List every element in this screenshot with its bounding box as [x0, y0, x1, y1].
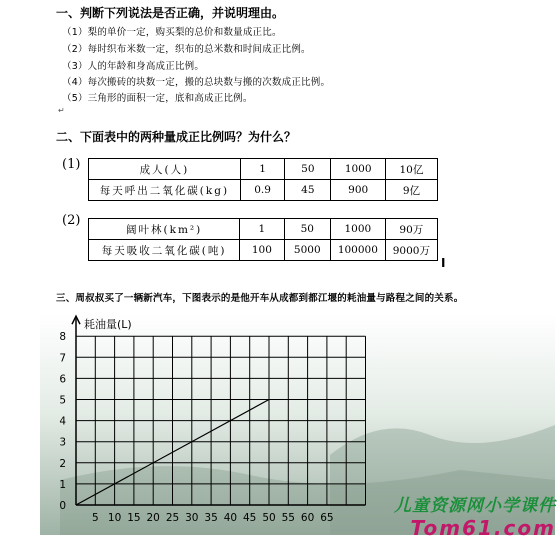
y-tick-label: 4 — [59, 415, 66, 428]
table2-label: (2) — [62, 213, 81, 228]
y-axis-label: 耗油量(L) — [84, 318, 132, 332]
y-tick-label: 3 — [59, 436, 66, 449]
section2-title: 二、下面表中的两种量成正比例吗？为什么？ — [56, 130, 297, 144]
x-tick-label: 65 — [320, 512, 334, 524]
x-tick-label: 25 — [165, 512, 180, 524]
watermark-line1: 儿童资源网小学课件 — [394, 496, 556, 516]
x-tick-label: 50 — [262, 512, 276, 524]
y-tick-label: 0 — [59, 500, 66, 512]
table-cell: 100 — [240, 240, 284, 261]
y-tick-label: 6 — [59, 373, 66, 386]
table-cell: 10亿 — [385, 159, 437, 180]
x-tick-label: 55 — [281, 512, 295, 524]
y-tick-label: 7 — [59, 352, 66, 365]
table-cell: 1000 — [331, 219, 386, 240]
table-cell: 50 — [285, 159, 331, 180]
x-tick-label: 60 — [300, 512, 315, 524]
y-tick-label: 1 — [59, 478, 66, 491]
x-tick-label: 15 — [127, 512, 141, 524]
y-tick-label: 2 — [59, 457, 66, 470]
section3-title: 三、周叔叔买了一辆新汽车，下图表示的是他开车从成都到都江堰的耗油量与路程之间的关系。 — [56, 293, 464, 304]
question-item-1: （1）梨的单价一定，购买梨的总价和数量成正比。 — [62, 27, 282, 38]
x-tick-label: 5 — [91, 512, 99, 524]
table-cell: 每天呼出二氧化碳(kg) — [89, 180, 241, 201]
table-cell: 0.9 — [240, 180, 284, 201]
table-cell: 100000 — [331, 240, 386, 261]
x-tick-label: 20 — [146, 512, 160, 524]
table-cell: 每天吸收二氧化碳(吨) — [89, 240, 240, 261]
question-item-5: （5）三角形的面积一定，底和高成正比例。 — [62, 93, 253, 104]
table2 — [88, 218, 438, 261]
table-cell: 9亿 — [385, 180, 437, 201]
table-row — [89, 159, 438, 180]
y-tick-label: 5 — [59, 394, 66, 407]
question-item-3: （3）人的年龄和身高成正比例。 — [62, 61, 205, 72]
x-tick-label: 35 — [204, 512, 218, 524]
table-cell: 1000 — [331, 159, 385, 180]
table1 — [88, 158, 438, 201]
table-cell: 50 — [284, 219, 330, 240]
table-cell: 90万 — [385, 219, 437, 240]
x-tick-label: 45 — [243, 512, 257, 524]
table-cell: 成人(人) — [89, 159, 241, 180]
table-cell: 900 — [331, 180, 385, 201]
cursor-mark: I — [441, 256, 446, 270]
table-cell: 阔叶林(km²) — [89, 219, 240, 240]
x-tick-label: 30 — [185, 512, 199, 524]
y-tick-label: 8 — [59, 331, 66, 344]
table-cell: 1 — [240, 159, 284, 180]
table-row — [89, 240, 438, 261]
watermark-logo — [394, 491, 556, 540]
table1-label: (1) — [62, 157, 81, 172]
table-row — [89, 180, 438, 201]
table-cell: 9000万 — [385, 240, 437, 261]
table-cell: 45 — [285, 180, 331, 201]
x-tick-label: 40 — [223, 512, 238, 524]
watermark-line2: Tom61.com — [410, 516, 556, 540]
question-item-4: （4）每次搬砖的块数一定，搬的总块数与搬的次数成正比例。 — [62, 77, 331, 88]
table-cell: 5000 — [284, 240, 330, 261]
table-row — [89, 219, 438, 240]
section1-title: 一、判断下列说法是否正确，并说明理由。 — [56, 6, 285, 20]
x-tick-label: 10 — [107, 512, 122, 524]
paragraph-mark: ↵ — [58, 106, 65, 115]
question-item-2: （2）每时织布米数一定，织布的总米数和时间成正比例。 — [62, 44, 311, 55]
table-cell: 1 — [240, 219, 284, 240]
